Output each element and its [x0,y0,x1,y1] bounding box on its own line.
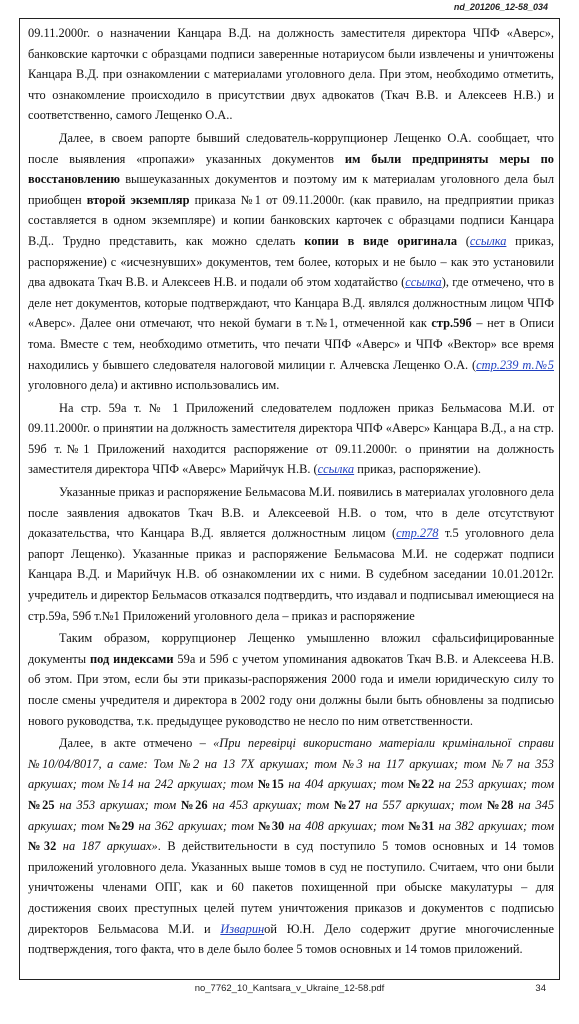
text-run: копии в виде оригинала [304,233,458,248]
text-run: №26 [180,797,208,812]
text-run: второй экземпляр [86,192,190,207]
text-run: 09.11.2000г. о назначении Канцара В.Д. на должность заместителя директора ЧПФ «Аверс», банковские карточки с образцами подписи заверенные нотариусом были извлечены и уничтожены Канцара В.Д. при ознакомлении с материалами уголовного дела. При этом, необходимо отметить, что ознакомление происходило в присутствии двух адвокатов (Ткач В.В. и Алексеев Н.В.) и соответственно, самого Лещенко О.А.. [28,26,554,123]
reference-link[interactable]: стр.239 т.№5 [476,357,554,372]
document-code: nd_201206_12-58_034 [453,2,548,12]
text-run: №28 [486,797,514,812]
paragraph [28,482,554,626]
text-run: ), где отмечено, что в деле нет документов, которые подтверждают, что Канцара В.Д. являлся должностным лицом ЧПФ «Аверс». Далее они отмечают, что некой бумаги в т.№1, отмеченной как [28,275,555,331]
reference-link[interactable]: ссылка [317,462,355,477]
text-run: на 453 аркушах; том [207,797,334,812]
text-run: приказа №1 от 09.11.2000г. (как правило, на предприятии приказ составляется в одном экземпляре) и копии банковских карточек с образцами подписи Канцара В.Д.. Трудно представить, как можно сделать [28,192,554,248]
text-run: на 187 аркушах» [56,839,158,854]
paragraph [28,128,554,396]
text-run: – нет в Описи тома. Вместе с тем, необходимо отметить, что печати ЧПФ «Аверс» и ЧПФ «Вектор» все время находились у бывшего следователя налоговой милиции г. Алчевска Лещенко О.А. ( [28,316,554,372]
text-run: уголовного дела) и активно использовались им. [28,378,280,393]
text-run: им были предприняты меры по восстановлению [28,151,554,187]
text-run: под индексами [90,651,174,666]
text-run: 59а и 59б с учетом упоминания адвокатов Ткач В.В. и Алексеева Н.В. об этом. При этом, если бы эти приказы-распоряжения 2000 года и имели юридическую силу то после смены учредителя и директора в 2002 году они должны были быть обновлены за подписью нового руководства, т.к. предыдущее руководство не несло по ним ответственности. [28,651,554,728]
reference-link[interactable]: Изварин [220,921,265,936]
text-run: №25 [28,797,55,812]
paragraph [28,733,554,960]
text-run: Далее, в акте отмечено – [59,736,214,751]
text-run: ( [457,233,470,248]
text-run: Далее, в своем рапорте бывший следователь-коррупционер Лещенко О.А. сообщает, что после выявления «пропажи» указанных документов [28,130,554,166]
text-run: на 253 аркушах; том [434,777,555,792]
text-run: вышеуказанных документов и поэтому им к материалам уголовного дела был приобщен [28,172,554,207]
text-run: приказ, распоряжение). [354,462,481,477]
text-run: стр.59б [431,316,472,331]
text-run: №15 [257,777,284,792]
text-run: №32 [28,839,57,854]
text-run: №30 [258,818,285,833]
reference-link[interactable]: ссылка [469,233,507,248]
page-body [19,18,560,980]
text-run: №31 [408,818,435,833]
page-number: 34 [535,983,546,994]
text-run: ой Ю.Н. Дело содержит другие многочисленные подтверждения, того факта, что в деле было более 5 томов основных и 14 томов приложений. [28,921,554,957]
text-run: «При перевірці використано матеріали кримінальної справи №10/04/8017, а саме: Том №2 на 13 7Х аркушах; том №3 на 117 аркушах; том №7 на 353 аркушах; том №14 на 242 аркушах; том [28,736,554,792]
text-run: т.5 уголовного дела рапорт Лещенко). Указанные приказ и распоряжение Бельмасова М.И. не содержат подписи Канцара В.Д. и Марийчук Н.В. об ознакомлении их с ними. В судебном заседании 10.01.2012г. учредитель и директор Бельмасов отказался подтвердить, что издавал и подписывал имеющиеся на стр.59а, 59б т.№1 Приложений уголовного дела – приказ и распоряжение [28,526,554,623]
footer-filename: no_7762_10_Kantsara_v_Ukraine_12-58.pdf [194,983,385,994]
text-run: приказ, распоряжение) с «исчезнувших» документов, тем более, которых и не было – как это установили два адвоката Ткач В.В. и Алексеев Н.В. и подали об этом ходатайство ( [28,233,554,290]
text-run: на 353 аркушах; том [54,797,181,812]
reference-link[interactable]: ссылка [405,275,442,290]
paragraph [28,398,554,480]
paragraph [28,23,554,126]
text-run: на 557 аркушах; том [360,797,487,812]
text-run: на 362 аркушах; том [134,818,259,833]
text-run: №29 [108,818,135,833]
text-run: №22 [408,777,435,792]
text-run: Таким образом, коррупционер Лещенко умышленно вложил сфальсифицированные документы [28,631,554,666]
text-run: на 345 аркушах; том [28,797,555,833]
text-run: на 382 аркушах; том [434,818,555,833]
reference-link[interactable]: стр.278 [396,526,439,541]
text-run: . В действительности в суд поступило 5 томов основных и 14 томов приложений уголовного дела. Указанных выше томов в суд не поступило. Считаем, что они были уничтожены членами ОПГ, как и 60 пакетов похищенной при обыске макулатуры – для достижения своих преступных целей путем уничтожения приказов и документов с подписью директоров Бельмасова М.И. и [28,839,554,936]
text-run: на 404 аркушах; том [283,777,409,792]
text-run: Указанные приказ и распоряжение Бельмасова М.И. появились в материалах уголовного дела после заявления адвокатов Ткач В.В. и Алексеевой Н.В. о том, что в деле отсутствуют доказательства, что Канцара В.Д. является должностным лицом ( [28,485,554,541]
text-run: На стр. 59а т. № 1 Приложений следователем подложен приказ Бельмасова М.И. от 09.11.2000г. о принятии на должность заместителя директора ЧПФ «Аверс» Канцара В.Д., а на стр. 59б т.№1 Приложений находится распоряжение от 09.11.2000г. о принятии на должность заместителя директора ЧПФ «Аверс» Марийчук Н.В. ( [28,400,554,477]
paragraph [28,628,554,731]
text-run: на 408 аркушах; том [284,818,409,833]
text-run: №27 [333,797,361,812]
